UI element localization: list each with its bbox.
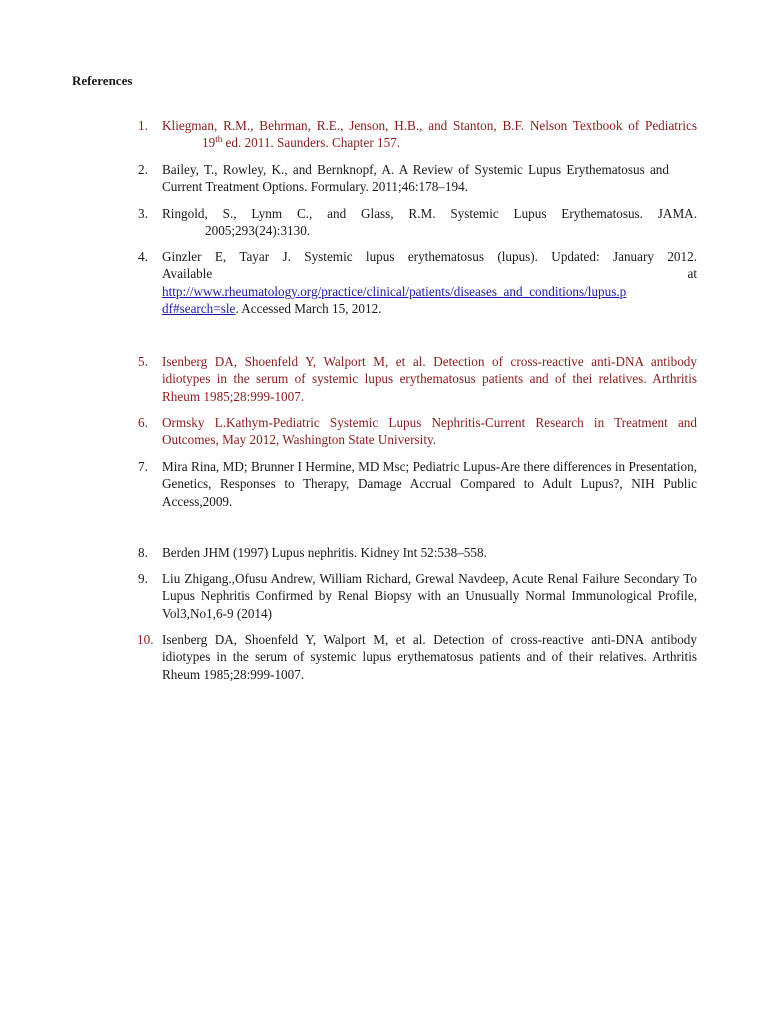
reference-number: 1. (138, 118, 148, 133)
reference-item-4 (138, 248, 697, 318)
reference-number: 9. (138, 571, 148, 586)
reference-item-9 (138, 570, 697, 622)
reference-number: 5. (138, 354, 148, 369)
reference-text: Liu Zhigang.,Ofusu Andrew, William Richard, Grewal Navdeep, Acute Renal Failure Secondary To Lupus Nephritis Confirmed by Renal Biopsy with an Unusually Normal Immunological Profile, Vol3,No1,6-9 (2014) (162, 571, 697, 621)
at-label: at (687, 266, 697, 282)
reference-text: Isenberg DA, Shoenfeld Y, Walport M, et al. Detection of cross-reactive anti-DNA antibody idiotypes in the serum of systemic lupus erythematosus patients and of their relatives. Arthritis Rheum 1985;28:999-1007. (162, 632, 697, 682)
edition-superscript: th (215, 134, 223, 145)
reference-text: Ormsky L.Kathym-Pediatric Systemic Lupus Nephritis-Current Research in Treatment and Outcomes, May 2012, Washington State University. (162, 415, 697, 448)
reference-text: Ringold, S., Lynm C., and Glass, R.M. Systemic Lupus Erythematosus. JAMA. (162, 206, 697, 221)
reference-link[interactable]: http://www.rheumatology.org/practice/clinical/patients/diseases_and_conditions/lupus.p df#search=sle (162, 283, 627, 317)
reference-item-2 (138, 161, 697, 196)
edition-number: 19 (202, 135, 216, 151)
reference-number: 4. (138, 249, 148, 264)
reference-item-10 (137, 631, 697, 683)
reference-text: Bailey, T., Rowley, K., and Bernknopf, A. A Review of Systemic Lupus Erythematosus and (162, 162, 669, 177)
reference-item-3 (138, 205, 697, 240)
reference-number: 7. (138, 459, 148, 474)
reference-text-cont: Current Treatment Options. Formulary. 2011;46:178–194. (162, 179, 468, 195)
reference-number: 10. (137, 632, 154, 647)
reference-number: 6. (138, 415, 148, 430)
reference-text-cont: 2005;293(24):3130. (205, 223, 311, 239)
reference-item-7 (138, 458, 697, 510)
reference-item-5 (138, 353, 697, 405)
reference-number: 8. (138, 545, 148, 560)
references-heading: References (72, 73, 133, 88)
reference-text: Berden JHM (1997) Lupus nephritis. Kidney Int 52:538–558. (162, 545, 487, 560)
available-label: Available (162, 266, 213, 282)
reference-text: Isenberg DA, Shoenfeld Y, Walport M, et al. Detection of cross-reactive anti-DNA antibody idiotypes in the serum of systemic lupus erythematosus patients and of thei relatives. Arthritis Rheum 1985;28:999-1007. (162, 354, 697, 404)
reference-item-8 (138, 544, 697, 561)
reference-number: 3. (138, 206, 148, 221)
reference-text: Ginzler E, Tayar J. Systemic lupus erythematosus (lupus). Updated: January 2012. (162, 249, 697, 264)
reference-number: 2. (138, 162, 148, 177)
reference-item-1 (138, 117, 697, 152)
reference-text: Kliegman, R.M., Behrman, R.E., Jenson, H.B., and Stanton, B.F. Nelson Textbook of Pediatrics (162, 118, 697, 133)
url-line (162, 283, 697, 318)
reference-text-cont: . Accessed March 15, 2012. (235, 301, 382, 317)
availability-line (162, 265, 697, 282)
reference-item-6 (138, 414, 697, 449)
reference-text: Mira Rina, MD; Brunner I Hermine, MD Msc; Pediatric Lupus-Are there differences in Presentation, Genetics, Responses to Therapy, Damage Accrual Compared to Adult Lupus?, NIH Public Access,2009. (162, 459, 697, 509)
reference-text-cont: ed. 2011. Saunders. Chapter 157. (225, 135, 401, 151)
